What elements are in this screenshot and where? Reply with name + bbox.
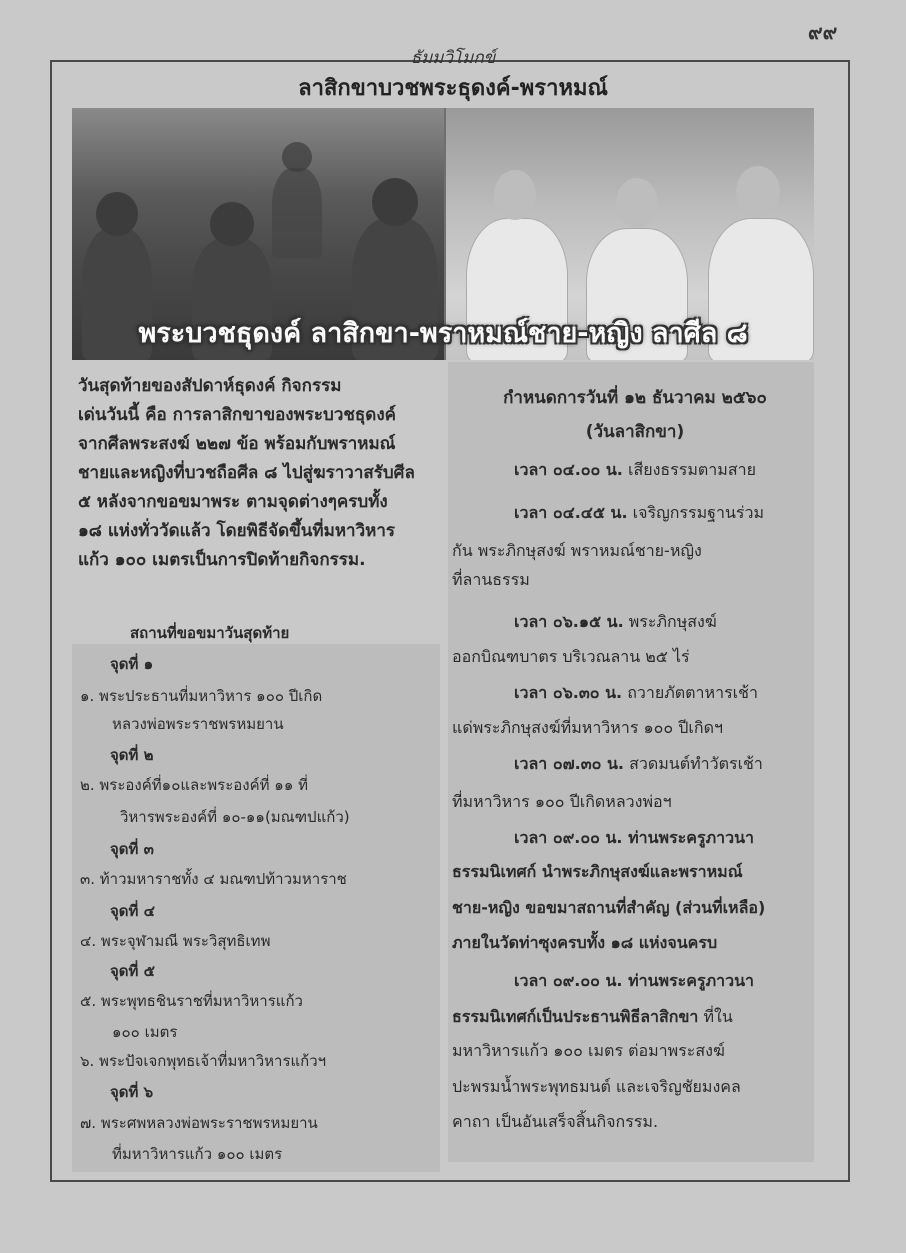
schedule-heading: กำหนดการวันที่ ๑๒ ธันวาคม ๒๕๖๐ [503,388,767,408]
place-item: ๖. พระปัจเจกพุทธเจ้าที่มหาวิหารแก้วฯ [80,1052,327,1070]
schedule-line [452,860,743,885]
intro-line: เด่นวันนี้ คือ การลาสิกขาของพระบวชธุดงค์ [78,405,397,425]
schedule-line [514,501,764,526]
schedule-time: เวลา ๐๔.๔๕ น. [514,503,628,522]
schedule-line [514,752,763,777]
schedule-time: เวลา ๐๖.๓๐ น. [514,683,623,702]
schedule-line [514,969,754,994]
intro-line: ๕ หลังจากขอขมาพระ ตามจุดต่างๆครบทั้ง [78,492,388,512]
schedule-time: ภายในวัดท่าซุงครบทั้ง ๑๘ แห่งจนครบ [452,933,718,952]
place-item: ที่มหาวิหารแก้ว ๑๐๐ เมตร [112,1145,283,1163]
places-heading: สถานที่ขอขมาวันสุดท้าย [130,624,290,642]
schedule-text: มหาวิหารแก้ว ๑๐๐ เมตร ต่อมาพระสงฆ์ [452,1041,725,1060]
place-item: ๑๐๐ เมตร [112,1023,178,1041]
schedule-text: แด่พระภิกษุสงฆ์ที่มหาวิหาร ๑๐๐ ปีเกิดฯ [452,718,723,737]
schedule-text: ถวายภัตตาหารเช้า [622,683,758,702]
schedule-line [452,896,765,921]
schedule-text: ที่มหาวิหาร ๑๐๐ ปีเกิดหลวงพ่อฯ [452,792,672,811]
schedule-line [452,1005,733,1030]
schedule-line [452,790,672,815]
place-item: ๕. พระพุทธชินราชที่มหาวิหารแก้ว [80,992,303,1010]
schedule-text: ที่ลานธรรม [452,570,530,589]
schedule-line [452,1039,725,1064]
place-item: หลวงพ่อพระราชพรหมยาน [112,715,284,733]
place-point-label: จุดที่ ๑ [110,655,154,673]
schedule-time: เวลา ๐๖.๑๕ น. [514,612,624,631]
place-point-label: จุดที่ ๔ [110,902,155,920]
place-item: ๑. พระประธานที่มหาวิหาร ๑๐๐ ปีเกิด [80,687,323,705]
place-point-label: จุดที่ ๓ [110,840,154,858]
schedule-line [452,645,690,670]
schedule-text: เสียงธรรมตามสาย [622,460,756,479]
intro-line: จากศีลพระสงฆ์ ๒๒๗ ข้อ พร้อมกับพราหมณ์ [78,434,396,454]
intro-line: แก้ว ๑๐๐ เมตรเป็นการปิดท้ายกิจกรรม. [78,550,366,570]
schedule-line [452,1110,658,1135]
place-point-label: จุดที่ ๕ [110,962,155,980]
schedule-line [514,826,754,851]
article-title: ลาสิกขาบวชพระธุดงค์-พราหมณ์ [298,76,608,101]
place-point-label: จุดที่ ๒ [110,746,154,764]
ceremony-photo [72,108,814,360]
intro-line: ชายและหญิงที่บวชถือศีล ๘ ไปสู่ฆราวาสรับศีล [78,463,415,483]
schedule-time: ชาย-หญิง ขอขมาสถานที่สำคัญ (ส่วนที่เหลือ) [452,898,766,917]
schedule-text: กัน พระภิกษุสงฆ์ พราหมณ์ชาย-หญิง [452,541,702,560]
schedule-line [514,610,717,635]
schedule-line [514,681,758,706]
page-number: ๙๙ [808,20,838,44]
schedule-text: คาถา เป็นอันเสร็จสิ้นกิจกรรม. [452,1112,659,1131]
schedule-line [514,458,756,483]
place-item: ๗. พระศพหลวงพ่อพระราชพรหมยาน [80,1114,318,1132]
schedule-text: พระภิกษุสงฆ์ [623,612,717,631]
intro-line: ๑๘ แห่งทั่ววัดแล้ว โดยพิธีจัดขึ้นที่มหาวิหาร [78,521,396,541]
schedule-line [452,539,702,564]
schedule-time: เวลา ๐๗.๓๐ น. [514,754,624,773]
place-item: วิหารพระองค์ที่ ๑๐-๑๑(มณฑปแก้ว) [120,808,350,826]
schedule-text: ออกบิณฑบาตร บริเวณลาน ๒๕ ไร่ [452,647,690,666]
schedule-time: ธรรมนิเทศก์ นำพระภิกษุสงฆ์และพราหมณ์ [452,862,743,881]
schedule-subheading: (วันลาสิกขา) [585,422,685,442]
schedule-text: ปะพรมน้ำพระพุทธมนต์ และเจริญชัยมงคล [452,1077,741,1096]
schedule-line [452,931,717,956]
photo-caption: พระบวชธุดงค์ ลาสิกขา-พราหมณ์ชาย-หญิง ลาศีล ๘ [138,318,748,349]
place-item: ๓. ท้าวมหาราชทั้ง ๔ มณฑปท้าวมหาราช [80,870,347,888]
schedule-time: เวลา ๐๙.๐๐ น. ท่านพระครูภาวนา [514,971,754,990]
place-point-label: จุดที่ ๖ [110,1083,154,1101]
schedule-time: เวลา ๐๔.๐๐ น. [514,460,623,479]
schedule-line [452,1075,741,1100]
schedule-text: ที่ใน [698,1007,733,1026]
schedule-time: เวลา ๐๙.๐๐ น. ท่านพระครูภาวนา [514,828,754,847]
running-head: ธัมมวิโมกข์ [410,48,496,68]
schedule-line [452,716,723,741]
schedule-time: ธรรมนิเทศก์เป็นประธานพิธีลาสิกขา [452,1007,699,1026]
schedule-text: สวดมนต์ทำวัตรเช้า [623,754,763,773]
intro-paragraph [78,372,434,575]
intro-line: วันสุดท้ายของสัปดาห์ธุดงค์ กิจกรรม [78,376,342,396]
place-item: ๒. พระองค์ที่๑๐และพระองค์ที่ ๑๑ ที่ [80,776,308,794]
schedule-text: เจริญกรรมฐานร่วม [627,503,765,522]
place-item: ๔. พระจุฬามณี พระวิสุทธิเทพ [80,932,271,950]
schedule-line [452,568,530,593]
